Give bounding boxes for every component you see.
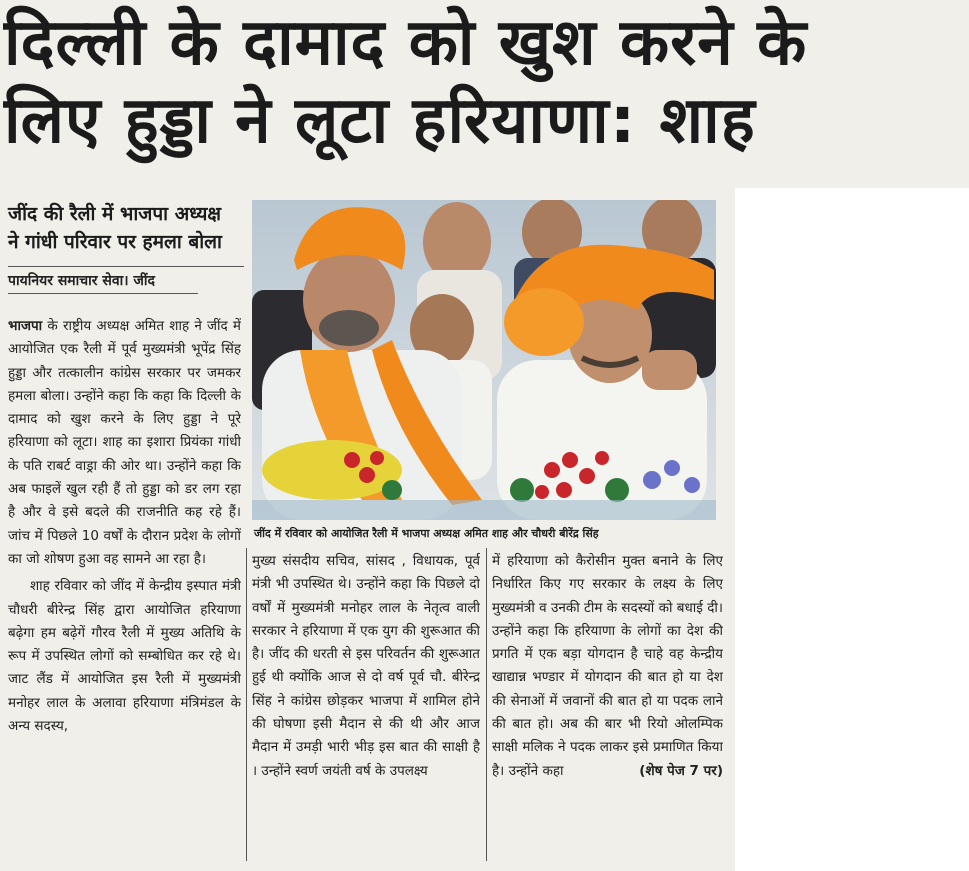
subheadline-line-2: ने गांधी परिवार पर हमला बोला: [8, 231, 222, 253]
column-divider-1: [246, 548, 247, 861]
article-column-3: [492, 550, 723, 865]
lead-text: के राष्ट्रीय अध्यक्ष अमित शाह ने जींद में आयोजित एक रैली में पूर्व मुख्यमंत्री भूपेंद्र सिंह हुड्डा और तत्कालीन कांग्रेस सरकार पर जमकर हमला बोला। उन्होंने कहा कि कहा कि दिल्ली के दामाद को खुश करने के लिए हुड्डा ने पूरे हरियाणा को लूटा। शाह का इशारा प्रियंका गांधी के पति राबर्ट वाड्रा की ओर था। उन्होंने कहा कि अब फाइलें खुल रही हैं तो हुड्डा को डर लग रहा है और वे इसे बदले की राजनीति कह रहे हैं। जांच में पिछले 10 वर्षों के दौरान प्रदेश के लोगों का जो शोषण हुआ वह सामने आ रहा है।: [8, 318, 241, 567]
byline-underline: [8, 293, 198, 294]
headline-line-2: लिए हुड्डा ने लूटा हरियाणा: शाह: [4, 84, 756, 158]
deck-divider: [8, 266, 244, 267]
column-divider-2: [486, 548, 487, 861]
article-column-1: [8, 315, 241, 861]
column-3-body: में हरियाणा को कैरोसीन मुक्त बनाने के लिए निर्धारित किए गए सरकार के लक्ष्य के लिए मुख्यमंत्री व उनकी टीम के सदस्यों को बधाई दी। उन्होंने कहा कि हरियाणा के लोगों का देश की प्रगति में एक बड़ा योगदान है चाहे वह केन्द्रीय खाद्यान्न भण्डार में योगदान की बात हो या देश की सेनाओं में जवानों की बात हो या पदक लाने की बात हो। अब की बार भी रियो ओलम्पिक साक्षी मलिक ने पदक लाकर इसे प्रमाणित किया है। उन्होंने कहा: [492, 553, 723, 779]
column-3-text: [492, 550, 723, 783]
continued-note: (शेष पेज 7 पर): [639, 762, 723, 779]
lead-word: भाजपा: [8, 318, 43, 334]
lead-paragraph: [8, 315, 241, 571]
rally-photo: [252, 200, 716, 520]
article-column-2: [252, 550, 480, 865]
column-2-text: मुख्य संसदीय सचिव, सांसद , विधायक, पूर्व मंत्री भी उपस्थित थे। उन्होंने कहा कि पिछले दो वर्षों में मुख्यमंत्री मनोहर लाल के नेतृत्व वाली सरकार ने हरियाणा में एक युग की शुरूआत की है। जींद की धरती से इस परिवर्तन की शुरूआत हुई थी क्योंकि आज से दो वर्ष पूर्व चौ. बीरेन्द्र सिंह ने कांग्रेस छोड़कर भाजपा में शामिल होने की घोषणा इसी मैदान से की थी और आज मैदान में उमड़ी भारी भीड़ इस बात की साक्षी है । उन्होंने स्वर्ण जयंती वर्ष के उपलक्ष्य: [252, 553, 480, 779]
byline: पायनियर समाचार सेवा। जींद: [8, 273, 155, 289]
paragraph-2: शाह रविवार को जींद में केन्द्रीय इस्पात मंत्री चौधरी बीरेन्द्र सिंह द्वारा आयोजित हरियाणा बढ़ेगा हम बढ़ेगें गौरव रैली में मुख्य अतिथि के रूप में उपस्थित लोगों को सम्बोधित कर रहे थे। जाट लैंड में आयोजित इस रैली में मुख्यमंत्री मनोहर लाल के अलावा हरियाणा मंत्रिमंडल के अन्य सदस्य,: [8, 578, 241, 735]
photo-caption: जींद में रविवार को आयोजित रैली में भाजपा अध्यक्ष अमित शाह और चौधरी बीरेंद्र सिंह: [254, 527, 599, 540]
subheadline-line-1: जींद की रैली में भाजपा अध्यक्ष: [8, 203, 222, 225]
headline-line-1: दिल्ली के दामाद को खुश करने के: [4, 6, 808, 80]
subheadline: [8, 200, 246, 256]
